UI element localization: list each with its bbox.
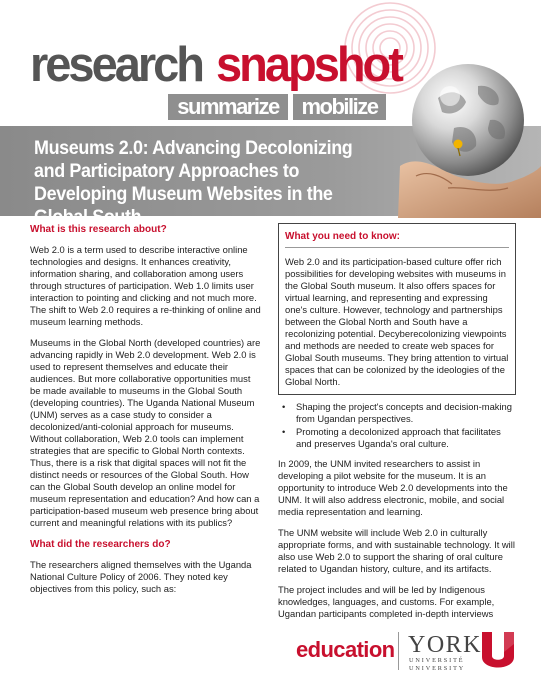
york-wordmark: YORK	[408, 632, 483, 658]
heading-what-is-research: What is this research about?	[30, 224, 167, 235]
list-item	[278, 401, 516, 425]
objectives-list	[278, 401, 516, 450]
paragraph-web20-definition: Web 2.0 is a term used to describe interactive online technologies and designs. It enhances creativity, information sharing, and collaboration among users through structures of participation. Web 1.0 limits user interaction to pointing and clicking and not much more. The shift to Web 2.0 requires a re-thinking of online and museum learning methods.	[30, 244, 261, 327]
bullet-icon: •	[282, 426, 286, 437]
right-column	[278, 223, 516, 626]
list-item-text: Promoting a decolonized approach that facilitates and preserves Uganda's oral culture.	[296, 426, 501, 449]
brand-research-word: research	[30, 35, 202, 92]
left-column	[30, 223, 263, 604]
york-u-logo-icon	[480, 630, 516, 670]
bullet-icon: •	[282, 401, 286, 412]
heading-what-did-researchers-do: What did the researchers do?	[30, 539, 171, 550]
education-wordmark: education	[296, 637, 395, 662]
what-you-need-to-know-box	[278, 223, 516, 395]
paragraph-unm-website: The UNM website will include Web 2.0 in culturally appropriate forms, and with sustainable technology. It will also use Web 2.0 to support the sharing of oral culture related to Ugandan history, culture, and its artifacts.	[278, 527, 515, 574]
brand-mobilize-tag: mobilize	[293, 94, 386, 120]
paragraph-global-north-south: Museums in the Global North (developed countries) are advancing rapidly in Web 2.0 development. Web 2.0 is used to represent themselves and educate their audiences. But more collaborative opportunities must be made available to museums in the Global South (developing countries). The Uganda National Museum (UNM) serves as a case study to consider a decolonized/anti-colonial approach for museums. Without collaboration, Web 2.0 tools can implement strategies that are specific to Global North contexts. Thus, there is a risk that digital spaces will not fit the distinct needs or resources of the Global South. How can the Global South develop an online model for museum representation and education? And how can a participation-based museum web presence bring about current and meaningful relations with its publics?	[30, 337, 261, 528]
brand-summarize-tag: summarize	[168, 94, 288, 120]
list-item	[278, 426, 516, 450]
brand-snapshot-word: snapshot	[216, 35, 401, 92]
heading-what-you-need-to-know: What you need to know:	[285, 231, 509, 248]
paragraph-unm-invitation: In 2009, the UNM invited researchers to assist in developing a pilot website for the museum. It is an opportunity to introduce Web 2.0 developments into the UNM. It will also address electronic, mobile, and social media representation and learning.	[278, 458, 508, 517]
paragraph-indigenous-knowledges: The project includes and will be led by Indigenous knowledges, languages, and customs. For example, Ugandan participants completed in-depth interviews	[278, 584, 495, 619]
globe-in-hand-image	[398, 58, 541, 218]
paragraph-need-to-know: Web 2.0 and its participation-based culture offer rich possibilities for developing websites with museums in the Global South museum. It also offers spaces for virtual learning, and representing and expressing one's culture. However, technology and partnerships between the Global North and South have a recolonizing potential. Decyberecolonizing viewpoints and methods are needed to create web spaces for Global South museums. They bring attention to virtual spaces that can be colonized by the ideologies of the Global North.	[285, 256, 509, 387]
footer-divider	[398, 632, 399, 670]
list-item-text: Shaping the project's concepts and decision-making from Ugandan perspectives.	[296, 401, 512, 424]
page-title: Museums 2.0: Advancing Decolonizing and Participatory Approaches to Developing Museum Websites in the Global South	[34, 137, 353, 228]
york-university-logo	[408, 632, 483, 672]
paragraph-culture-policy: The researchers aligned themselves with the Uganda National Culture Policy of 2006. They noted key objectives from this policy, such as:	[30, 559, 252, 594]
york-university-subtitle: UNIVERSITÉ UNIVERSITY	[409, 657, 466, 672]
